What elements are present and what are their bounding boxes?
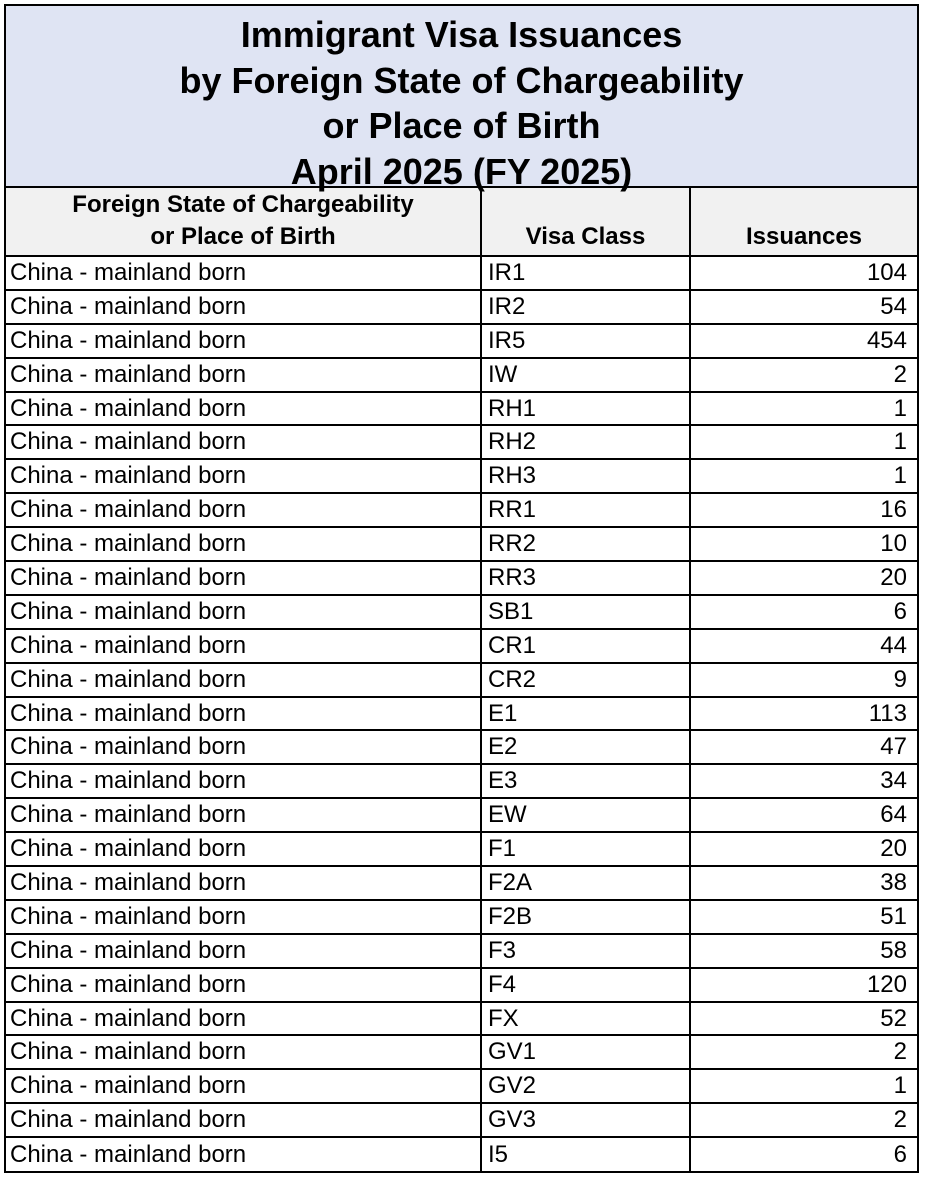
table-row <box>6 425 917 459</box>
issuances-cell: 20 <box>690 832 917 866</box>
state-cell: China - mainland born <box>6 866 481 900</box>
visa-class-cell: SB1 <box>481 595 690 629</box>
state-cell: China - mainland born <box>6 832 481 866</box>
issuance-table <box>6 188 917 1171</box>
visa-class-cell: RH3 <box>481 459 690 493</box>
issuances-cell: 120 <box>690 968 917 1002</box>
column-header-state-line2: or Place of Birth <box>150 222 336 250</box>
state-cell: China - mainland born <box>6 595 481 629</box>
issuances-cell: 1 <box>690 425 917 459</box>
visa-class-cell: IR5 <box>481 324 690 358</box>
visa-class-cell: E1 <box>481 697 690 731</box>
state-cell: China - mainland born <box>6 764 481 798</box>
table-row <box>6 798 917 832</box>
visa-class-cell: EW <box>481 798 690 832</box>
issuances-cell: 10 <box>690 527 917 561</box>
issuances-cell: 47 <box>690 730 917 764</box>
state-cell: China - mainland born <box>6 392 481 426</box>
column-header-state-line1: Foreign State of Chargeability <box>72 190 414 218</box>
issuances-cell: 44 <box>690 629 917 663</box>
table-row <box>6 595 917 629</box>
visa-class-cell: RR1 <box>481 493 690 527</box>
issuances-cell: 20 <box>690 561 917 595</box>
visa-class-cell: F2A <box>481 866 690 900</box>
issuances-cell: 6 <box>893 1140 907 1168</box>
issuances-cell: 1 <box>690 392 917 426</box>
table-row <box>6 1069 917 1103</box>
visa-class-cell: RH1 <box>481 392 690 426</box>
state-cell: China - mainland born <box>6 527 481 561</box>
table-row <box>6 392 917 426</box>
state-cell: China - mainland born <box>6 697 481 731</box>
state-cell: China - mainland born <box>6 561 481 595</box>
issuances-cell: 9 <box>690 663 917 697</box>
state-cell: China - mainland born <box>6 1069 481 1103</box>
visa-class-cell: FX <box>481 1002 690 1036</box>
state-cell: China - mainland born <box>6 1002 481 1036</box>
table-row <box>6 629 917 663</box>
state-cell: China - mainland born <box>6 1137 481 1171</box>
state-cell: China - mainland born <box>6 358 481 392</box>
table-row <box>6 290 917 324</box>
table-row <box>6 324 917 358</box>
table-row <box>6 459 917 493</box>
issuances-cell: 1 <box>690 1069 917 1103</box>
state-cell: China - mainland born <box>6 730 481 764</box>
visa-issuance-table-sheet <box>4 4 919 1173</box>
table-row <box>6 730 917 764</box>
table-row <box>6 900 917 934</box>
table-row <box>6 561 917 595</box>
visa-class-cell: IW <box>481 358 690 392</box>
issuances-cell: 52 <box>690 1002 917 1036</box>
visa-class-cell: GV2 <box>481 1069 690 1103</box>
issuances-cell: 64 <box>690 798 917 832</box>
state-cell: China - mainland born <box>6 900 481 934</box>
table-header-row <box>6 188 917 256</box>
visa-class-cell: CR1 <box>481 629 690 663</box>
visa-class-cell: RH2 <box>481 425 690 459</box>
column-header-issuances: Issuances <box>690 188 917 256</box>
column-header-visa-class: Visa Class <box>481 188 690 256</box>
state-cell: China - mainland born <box>6 324 481 358</box>
issuances-cell: 58 <box>690 934 917 968</box>
title-line: or Place of Birth <box>322 105 601 146</box>
visa-class-cell: IR1 <box>481 256 690 290</box>
visa-class-cell: E2 <box>481 730 690 764</box>
issuances-cell: 1 <box>690 459 917 493</box>
visa-class-cell: E3 <box>481 764 690 798</box>
visa-class-cell: F2B <box>481 900 690 934</box>
table-row <box>6 493 917 527</box>
issuances-cell: 51 <box>690 900 917 934</box>
visa-class-cell: F1 <box>481 832 690 866</box>
table-row <box>6 934 917 968</box>
visa-class-cell: F4 <box>481 968 690 1002</box>
state-cell: China - mainland born <box>6 425 481 459</box>
table-row <box>6 866 917 900</box>
state-cell: China - mainland born <box>6 256 481 290</box>
table-row <box>6 1137 917 1171</box>
issuances-cell: 113 <box>690 697 917 731</box>
table-row <box>6 527 917 561</box>
issuances-cell: 2 <box>690 1103 917 1137</box>
visa-class-cell: CR2 <box>481 663 690 697</box>
issuances-cell: 2 <box>690 358 917 392</box>
table-row <box>6 697 917 731</box>
table-body <box>6 256 917 1171</box>
state-cell: China - mainland born <box>6 290 481 324</box>
column-header-state <box>6 188 481 256</box>
issuances-cell: 6 <box>690 595 917 629</box>
title-line: by Foreign State of Chargeability <box>179 59 744 101</box>
table-row <box>6 968 917 1002</box>
state-cell: China - mainland born <box>6 798 481 832</box>
issuances-cell: 34 <box>690 764 917 798</box>
table-row <box>6 256 917 290</box>
state-cell: China - mainland born <box>6 459 481 493</box>
issuances-cell: 38 <box>690 866 917 900</box>
state-cell: China - mainland born <box>6 663 481 697</box>
table-row <box>6 764 917 798</box>
title-line: April 2025 (FY 2025) <box>290 150 633 192</box>
issuances-cell: 16 <box>690 493 917 527</box>
state-cell: China - mainland born <box>6 629 481 663</box>
issuances-cell: 104 <box>690 256 917 290</box>
title-line: Immigrant Visa Issuances <box>240 14 683 55</box>
state-cell: China - mainland born <box>6 493 481 527</box>
table-row <box>6 358 917 392</box>
table-title <box>6 6 917 192</box>
visa-class-cell: F3 <box>481 934 690 968</box>
issuances-cell: 454 <box>690 324 917 358</box>
visa-class-cell: GV1 <box>481 1035 690 1069</box>
state-cell: China - mainland born <box>6 968 481 1002</box>
table-row <box>6 1103 917 1137</box>
visa-class-cell: GV3 <box>481 1103 690 1137</box>
visa-class-cell: I5 <box>481 1137 690 1171</box>
table-row <box>6 1002 917 1036</box>
visa-class-cell: RR2 <box>481 527 690 561</box>
state-cell: China - mainland born <box>6 934 481 968</box>
table-row <box>6 832 917 866</box>
table-row <box>6 1035 917 1069</box>
state-cell: China - mainland born <box>6 1035 481 1069</box>
table-row <box>6 663 917 697</box>
visa-class-cell: RR3 <box>481 561 690 595</box>
state-cell: China - mainland born <box>6 1103 481 1137</box>
visa-class-cell: IR2 <box>481 290 690 324</box>
issuances-cell: 2 <box>690 1035 917 1069</box>
issuances-cell: 54 <box>690 290 917 324</box>
